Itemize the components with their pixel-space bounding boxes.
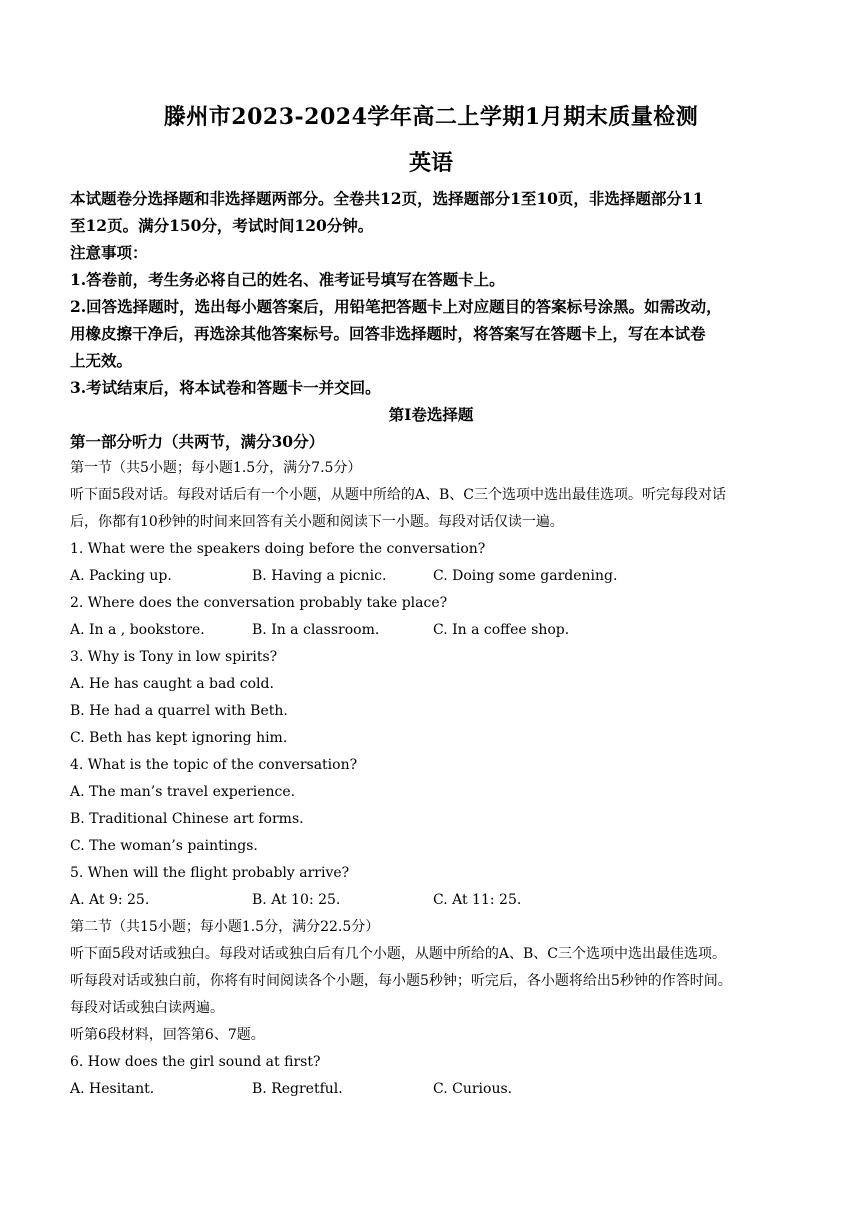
volume-title: 第Ⅰ卷选择题 [388,405,474,424]
option-b: B. Regretful. [252,1081,343,1097]
question-stem: 6. How does the girl sound at first? [70,1054,321,1070]
question-options [70,887,792,914]
question-stem: 2. Where does the conversation probably take place? [70,595,448,611]
question-stem: 4. What is the topic of the conversation? [70,757,358,773]
subsection-instructions: 听下面5段对话。每段对话后有一个小题，从题中所给的A、B、C三个选项中选出最佳选项。听完每段对话 [70,487,727,503]
part-title: 第一部分听力（共两节，满分30分） [70,432,325,451]
option-b: B. He had a quarrel with Beth. [70,703,288,719]
intro-line: 本试题卷分选择题和非选择题两部分。全卷共12页，选择题部分1至10页，非选择题部分11 [70,189,704,208]
subject-title: 英语 [408,150,453,176]
option-b: B. Traditional Chinese art forms. [70,811,304,827]
option-c: C. The woman’s paintings. [70,838,258,854]
option-b: B. Having a picnic. [252,568,387,584]
option-c: C. In a coffee shop. [433,622,570,638]
exam-instructions [70,185,792,455]
option-a: A. He has caught a bad cold. [70,676,274,692]
notes-heading: 注意事项： [70,243,148,262]
option-a: A. Hesitant. [70,1081,155,1097]
option-a: A. In a , bookstore. [70,622,205,638]
intro-line: 至12页。满分150分，考试时间120分钟。 [70,216,374,235]
question-options [70,1076,792,1103]
question-stem: 5. When will the flight probably arrive? [70,865,350,881]
subsection-title: 第二节（共15小题；每小题1.5分，满分22.5分） [70,919,380,935]
option-c: C. Doing some gardening. [433,568,618,584]
option-c: C. Beth has kept ignoring him. [70,730,288,746]
question-options [70,563,792,590]
subsection-instructions: 听下面5段对话或独白。每段对话或独白后有几个小题，从题中所给的A、B、C三个选项中选出最佳选项。 [70,946,727,962]
option-b: B. At 10: 25. [252,892,341,908]
question-stem: 3. Why is Tony in low spirits? [70,649,278,665]
exam-title: 滕州市2023-2024学年高二上学期1月期末质量检测 [163,104,699,130]
note-item-3: 3.考试结束后，将本试卷和答题卡一并交回。 [70,378,381,397]
option-a: A. At 9: 25. [70,892,150,908]
subsection-instructions: 后，你都有10秒钟的时间来回答有关小题和阅读下一小题。每段对话仅读一遍。 [70,514,564,530]
subsection-title: 第一节（共5小题；每小题1.5分，满分7.5分） [70,460,362,476]
material-instruction: 听第6段材料，回答第6、7题。 [70,1027,265,1043]
question-stem: 1. What were the speakers doing before the conversation? [70,541,486,557]
note-item-1: 1.答卷前，考生务必将自己的姓名、准考证号填写在答题卡上。 [70,270,505,289]
note-item-2: 2.回答选择题时，选出每小题答案后，用铅笔把答题卡上对应题目的答案标号涂黑。如需改动， [70,297,722,316]
subsection-instructions: 听每段对话或独白前，你将有时间阅读各个小题，每小题5秒钟；听完后，各小题将给出5秒钟的作答时间。 [70,973,732,989]
subsection-instructions: 每段对话或独白读两遍。 [70,1000,224,1016]
option-c: C. At 11: 25. [433,892,522,908]
option-b: B. In a classroom. [252,622,380,638]
note-item-2: 上无效。 [70,351,133,370]
option-a: A. Packing up. [70,568,172,584]
option-c: C. Curious. [433,1081,513,1097]
note-item-2: 用橡皮擦干净后，再选涂其他答案标号。回答非选择题时，将答案写在答题卡上，写在本试卷 [70,324,706,343]
option-a: A. The man’s travel experience. [70,784,296,800]
question-options [70,617,792,644]
listening-section [70,455,792,1103]
